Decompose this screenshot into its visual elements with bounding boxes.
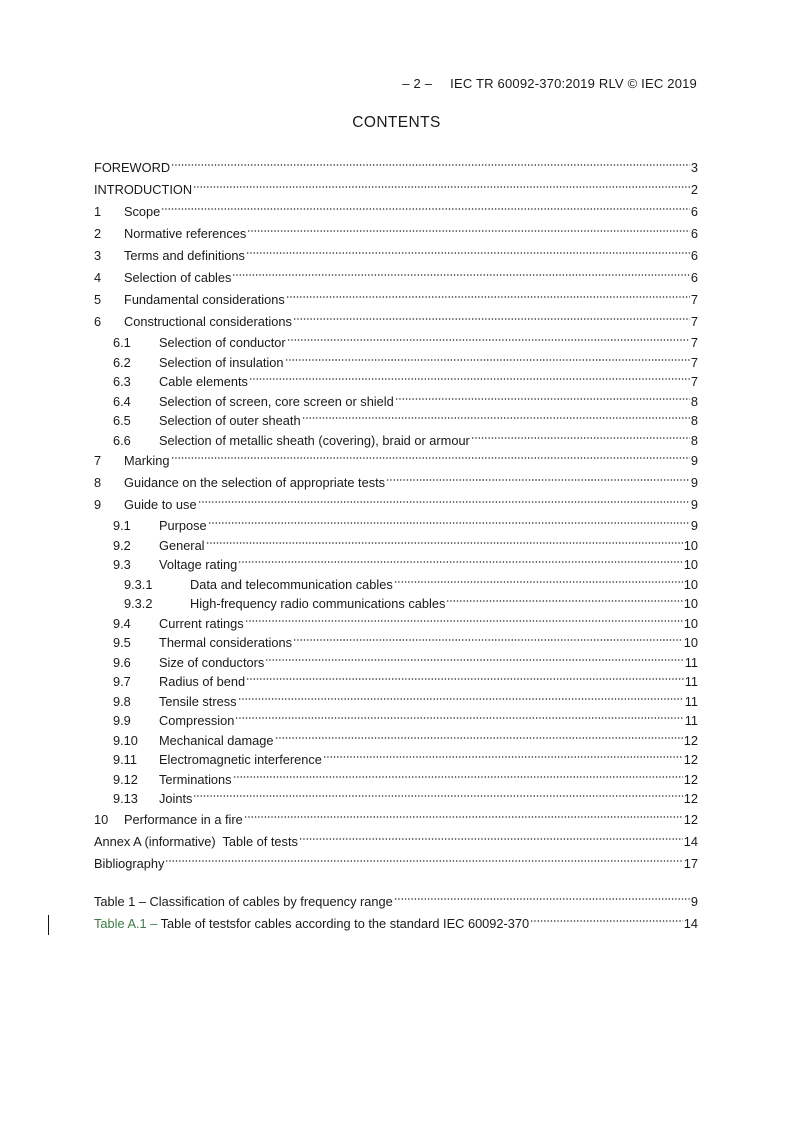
toc-entry-title: Selection of insulation <box>159 354 284 370</box>
toc-entry-number: 2 <box>94 226 102 241</box>
dot-leader <box>193 183 690 191</box>
dot-leader <box>386 476 690 484</box>
toc-entry-page: 11 <box>684 654 698 670</box>
dot-leader <box>394 895 690 903</box>
toc-entry[interactable] <box>94 472 698 494</box>
toc-entry-page: 10 <box>683 635 698 650</box>
toc-entry[interactable] <box>94 633 698 653</box>
toc-entry-title: Guide to use <box>124 497 197 512</box>
toc-entry-page: 17 <box>683 855 698 871</box>
page-header <box>402 76 697 91</box>
toc-entry-title: Constructional considerations <box>124 314 292 329</box>
toc-entry-number: 6.3 <box>113 374 131 389</box>
dot-leader <box>171 454 690 462</box>
dot-leader <box>293 315 690 323</box>
toc-entry[interactable] <box>94 711 698 731</box>
toc-entry-title: General <box>159 537 205 553</box>
toc-entry-page: 11 <box>684 693 698 709</box>
toc-entry-number: 9.1 <box>113 518 131 533</box>
toc-entry[interactable] <box>94 653 698 673</box>
toc-entry-page: 12 <box>683 732 698 748</box>
toc-entry[interactable] <box>94 536 698 556</box>
table-list-entry[interactable] <box>94 891 698 913</box>
table-of-contents <box>94 157 698 935</box>
toc-entry-title: INTRODUCTION <box>94 182 193 197</box>
toc-entry-number: 9.3 <box>113 557 131 572</box>
toc-entry-number: 4 <box>94 270 102 285</box>
toc-entry-number: 6.1 <box>113 335 131 350</box>
toc-entry-page: 7 <box>690 314 698 329</box>
toc-entry-page: 6 <box>690 226 698 241</box>
toc-entry-page: 12 <box>683 752 698 767</box>
table-entry-prefix: Table A.1 – <box>94 915 158 931</box>
table-entry-title: Table 1 – Classification of cables by frequency range <box>94 893 393 909</box>
toc-entry[interactable] <box>94 223 698 245</box>
toc-entry-page: 9 <box>690 518 698 533</box>
toc-entry[interactable] <box>94 245 698 267</box>
toc-entry-number: 6.5 <box>113 413 131 428</box>
dot-leader <box>208 519 690 527</box>
toc-entry[interactable] <box>94 672 698 692</box>
toc-entry[interactable] <box>94 516 698 536</box>
toc-entry[interactable] <box>94 431 698 451</box>
toc-entry-title: Selection of conductor <box>159 335 286 350</box>
toc-entry[interactable] <box>94 750 698 770</box>
toc-entry[interactable] <box>94 311 698 333</box>
toc-entry[interactable] <box>94 789 698 809</box>
table-entry-page: 14 <box>683 915 698 931</box>
toc-entry-title: Size of conductors <box>159 654 265 670</box>
toc-entry-title: Marking <box>124 453 170 468</box>
dot-leader <box>235 714 683 722</box>
toc-entry-number: 10 <box>94 811 109 827</box>
toc-entry-page: 8 <box>690 432 698 448</box>
toc-entry[interactable] <box>94 853 698 875</box>
toc-entry-title: Normative references <box>124 226 247 241</box>
toc-entry-number: 9.7 <box>113 674 131 689</box>
toc-entry-number: 9.3.2 <box>124 596 153 611</box>
dot-leader <box>530 917 683 925</box>
toc-entry-page: 9 <box>690 475 698 490</box>
toc-entry[interactable] <box>94 201 698 223</box>
toc-entry-number: 5 <box>94 292 102 307</box>
toc-entry-page: 10 <box>683 557 698 572</box>
toc-entry-page: 12 <box>683 791 698 806</box>
dot-leader <box>232 271 689 279</box>
dot-leader <box>446 597 682 605</box>
toc-entry-page: 10 <box>683 596 698 611</box>
page-title: CONTENTS <box>352 114 441 131</box>
toc-entry-page: 6 <box>690 248 698 263</box>
toc-entry-title: Scope <box>124 204 161 219</box>
dot-leader <box>249 375 690 383</box>
toc-entry-number: 9.9 <box>113 713 131 728</box>
toc-entry-number: 3 <box>94 248 102 263</box>
toc-entry-page: 9 <box>690 453 698 468</box>
toc-entry-number: 9.2 <box>113 537 131 553</box>
toc-entry-title: Purpose <box>159 518 207 533</box>
toc-entry[interactable] <box>94 731 698 751</box>
toc-entry[interactable] <box>94 157 698 179</box>
revision-change-bar <box>48 915 49 935</box>
table-entry-title: Table of testsfor cables according to the standard IEC 60092-370 <box>160 915 530 931</box>
toc-entry-title: Current ratings <box>159 615 244 631</box>
toc-entry[interactable] <box>94 614 698 634</box>
toc-entry-number: 6.4 <box>113 393 131 409</box>
dot-leader <box>171 161 690 169</box>
toc-entry-number: 6.6 <box>113 432 131 448</box>
toc-entry-title: Selection of metallic sheath (covering), braid or armour <box>159 432 470 448</box>
dot-leader <box>275 734 683 742</box>
dot-leader <box>302 414 690 422</box>
toc-entry[interactable] <box>94 289 698 311</box>
toc-entry-title: Tensile stress <box>159 693 237 709</box>
dot-leader <box>244 813 683 821</box>
toc-entry-number: 6.2 <box>113 354 131 370</box>
toc-entry-number: 9.5 <box>113 635 131 650</box>
dot-leader <box>286 293 690 301</box>
toc-entry[interactable] <box>94 555 698 575</box>
toc-entry-title: Compression <box>159 713 235 728</box>
document-id: IEC TR 60092-370:2019 RLV © IEC 2019 <box>450 76 697 91</box>
toc-entry-page: 7 <box>690 335 698 350</box>
toc-entry-title: Data and telecommunication cables <box>190 576 393 592</box>
dot-leader <box>323 753 683 761</box>
toc-entry-page: 11 <box>684 713 698 728</box>
dot-leader <box>395 395 690 403</box>
toc-entry[interactable] <box>94 594 698 614</box>
toc-entry[interactable] <box>94 575 698 595</box>
dot-leader <box>285 356 690 364</box>
page-number: – 2 – <box>402 76 433 91</box>
toc-entry-title: Joints <box>159 791 193 806</box>
toc-entry-page: 7 <box>690 374 698 389</box>
dot-leader <box>247 227 690 235</box>
toc-entry-title: Annex A (informative) Table of tests <box>94 833 298 849</box>
toc-entry-number: 9 <box>94 497 102 512</box>
toc-entry-number: 9.3.1 <box>124 576 153 592</box>
toc-entry-page: 8 <box>690 413 698 428</box>
toc-entry-title: Voltage rating <box>159 557 238 572</box>
toc-entry-title: Fundamental considerations <box>124 292 285 307</box>
toc-entry[interactable] <box>94 831 698 853</box>
toc-entry[interactable] <box>94 494 698 516</box>
dot-leader <box>265 656 683 664</box>
toc-entry-title: Electromagnetic interference <box>159 752 322 767</box>
toc-entry-title: Terminations <box>159 771 232 787</box>
toc-entry[interactable] <box>94 353 698 373</box>
toc-entry-page: 9 <box>690 497 698 512</box>
toc-entry-page: 14 <box>683 833 698 849</box>
toc-entry[interactable] <box>94 692 698 712</box>
toc-entry-page: 12 <box>683 771 698 787</box>
toc-entry-page: 3 <box>690 160 698 175</box>
toc-entry[interactable] <box>94 372 698 392</box>
toc-entry-title: Thermal considerations <box>159 635 293 650</box>
toc-entry-page: 11 <box>684 674 698 689</box>
dot-leader <box>246 675 684 683</box>
toc-entry-number: 9.13 <box>113 791 138 806</box>
toc-entry-page: 7 <box>690 292 698 307</box>
toc-entry-page: 8 <box>690 393 698 409</box>
dot-leader <box>206 539 683 547</box>
toc-entry[interactable] <box>94 392 698 412</box>
dot-leader <box>293 636 683 644</box>
toc-entry-title: Bibliography <box>94 855 165 871</box>
dot-leader <box>238 558 683 566</box>
dot-leader <box>161 205 690 213</box>
toc-entry-number: 7 <box>94 453 102 468</box>
toc-entry-page: 10 <box>683 537 698 553</box>
toc-entry-page: 7 <box>690 354 698 370</box>
toc-entry[interactable] <box>94 770 698 790</box>
dot-leader <box>299 835 683 843</box>
toc-entry-title: Selection of outer sheath <box>159 413 301 428</box>
toc-entry[interactable] <box>94 809 698 831</box>
toc-entry-number: 9.11 <box>113 752 137 767</box>
toc-entry-page: 12 <box>683 811 698 827</box>
toc-entry-number: 9.6 <box>113 654 131 670</box>
dot-leader <box>193 792 682 800</box>
dot-leader <box>394 578 683 586</box>
toc-entry[interactable] <box>94 179 698 201</box>
toc-entry-page: 2 <box>690 182 698 197</box>
toc-entry-title: Terms and definitions <box>124 248 245 263</box>
toc-entry-page: 6 <box>690 270 698 285</box>
toc-entry-title: Selection of screen, core screen or shield <box>159 393 394 409</box>
toc-entry-title: Cable elements <box>159 374 248 389</box>
toc-entry-number: 9.8 <box>113 693 131 709</box>
toc-entry-number: 1 <box>94 204 102 219</box>
dot-leader <box>471 434 690 442</box>
toc-entry-number: 6 <box>94 314 102 329</box>
toc-entry-page: 10 <box>683 615 698 631</box>
toc-entry-number: 8 <box>94 475 102 490</box>
dot-leader <box>238 695 684 703</box>
toc-entry-number: 9.12 <box>113 771 138 787</box>
table-list-entry[interactable] <box>94 913 698 935</box>
toc-entry-title: Guidance on the selection of appropriate tests <box>124 475 386 490</box>
toc-entry-title: Selection of cables <box>124 270 232 285</box>
toc-entry-title: High-frequency radio communications cables <box>190 596 446 611</box>
section-gap <box>94 875 698 891</box>
toc-entry-title: Performance in a fire <box>124 811 243 827</box>
dot-leader <box>245 617 683 625</box>
toc-entry[interactable] <box>94 411 698 431</box>
table-entry-page: 9 <box>690 893 698 909</box>
toc-entry-number: 9.4 <box>113 615 131 631</box>
dot-leader <box>198 498 690 506</box>
toc-entry-number: 9.10 <box>113 732 138 748</box>
toc-entry[interactable] <box>94 333 698 353</box>
dot-leader <box>165 857 682 865</box>
toc-entry-title: Mechanical damage <box>159 732 274 748</box>
toc-entry[interactable] <box>94 450 698 472</box>
toc-entry[interactable] <box>94 267 698 289</box>
dot-leader <box>233 773 683 781</box>
dot-leader <box>246 249 690 257</box>
dot-leader <box>287 336 690 344</box>
toc-entry-title: Radius of bend <box>159 674 246 689</box>
toc-entry-page: 6 <box>690 204 698 219</box>
toc-entry-title: FOREWORD <box>94 160 171 175</box>
toc-entry-page: 10 <box>683 576 698 592</box>
